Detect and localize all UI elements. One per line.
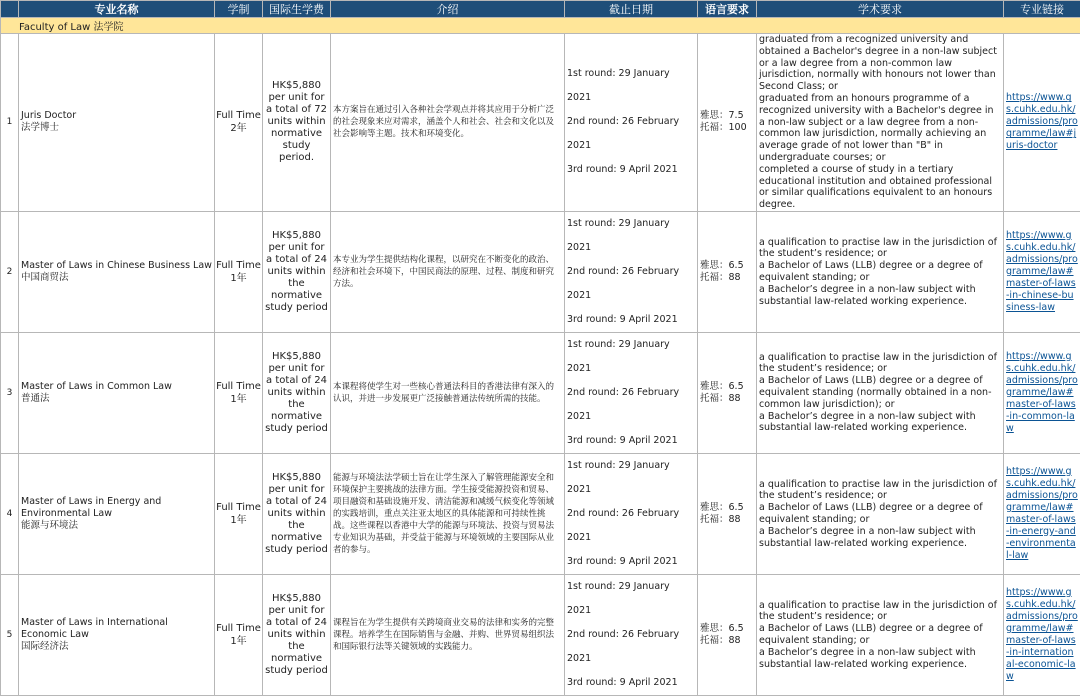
programme-name-en: Master of Laws in Energy and Environmental Law [21, 496, 212, 520]
deadline-round-2: 2nd round: 26 February 2021 [567, 381, 695, 429]
row-number: 1 [1, 34, 19, 212]
programme-name-en: Master of Laws in International Economic Law [21, 617, 212, 641]
header-academic: 学术要求 [757, 1, 1004, 18]
programme-link[interactable]: https://www.gs.cuhk.edu.hk/admissions/programme/law#juris-doctor [1004, 34, 1080, 212]
deadline-round-1: 1st round: 29 January 2021 [567, 454, 695, 502]
academic-requirement-line: a qualification to practise law in the jurisdiction of the student’s residence; or [759, 237, 1001, 261]
language-requirement [698, 574, 757, 695]
header-index [1, 1, 19, 18]
academic-requirement [757, 574, 1004, 695]
study-duration: 1年 [215, 272, 262, 285]
study-mode [215, 34, 263, 212]
academic-requirement [757, 34, 1004, 212]
study-mode-type: Full Time [215, 109, 262, 122]
table-row [1, 453, 1080, 574]
header-deadline: 截止日期 [565, 1, 698, 18]
academic-requirement-line: a qualification to practise law in the jurisdiction of the student’s residence; or [759, 600, 1001, 624]
study-mode-type: Full Time [215, 380, 262, 393]
deadline-round-2: 2nd round: 26 February 2021 [567, 110, 695, 158]
programme-intro: 本方案旨在通过引入各种社会学观点并将其应用于分析广泛的社会现象来应对需求，涵盖个人和社会、社会和文化以及社会影响等主题。技术和环境变化。 [331, 34, 565, 212]
table-row [1, 332, 1080, 453]
programme-name [19, 453, 215, 574]
academic-requirement-line: a Bachelor of Laws (LLB) degree or a degree of equivalent standing; or [759, 260, 1001, 284]
academic-requirement-line: graduated from an honours programme of a recognized university with a Bachelor's degree in a non-law subject or a law degree from a non-common law jurisdiction, normally achieving an average grade of not lower than "B" in undergraduate courses; or [759, 93, 1001, 164]
tuition-fee: HK$5,880 per unit for a total of 24 units within the normative study period [263, 332, 331, 453]
toefl-score: 托福：88 [700, 635, 754, 647]
toefl-score: 托福：88 [700, 393, 754, 405]
programme-name-en: Juris Doctor [21, 110, 212, 122]
academic-requirement [757, 332, 1004, 453]
programme-name-zh: 普通法 [21, 393, 212, 405]
row-number: 3 [1, 332, 19, 453]
language-requirement [698, 34, 757, 212]
toefl-score: 托福：100 [700, 122, 754, 134]
study-mode [215, 574, 263, 695]
deadline-round-3: 3rd round: 9 April 2021 [567, 550, 695, 574]
tuition-fee: HK$5,880 per unit for a total of 24 units within the normative study period [263, 453, 331, 574]
programme-link[interactable]: https://www.gs.cuhk.edu.hk/admissions/programme/law#master-of-laws-in-chinese-business-law [1004, 211, 1080, 332]
programme-name [19, 574, 215, 695]
academic-requirement-line: a Bachelor’s degree in a non-law subject with substantial law-related working experience. [759, 647, 1001, 671]
deadline-round-2: 2nd round: 26 February 2021 [567, 623, 695, 671]
study-mode-type: Full Time [215, 259, 262, 272]
academic-requirement-line: a Bachelor of Laws (LLB) degree or a degree of equivalent standing (normally obtained in a non-common law jurisdiction); or [759, 375, 1001, 410]
study-duration: 1年 [215, 514, 262, 527]
academic-requirement-line: graduated from a recognized university and obtained a Bachelor's degree in a non-law subject or a law degree from a non-common law jurisdiction, normally with honours not lower than Second Class; or [759, 34, 1001, 93]
academic-requirement [757, 453, 1004, 574]
academic-requirement-line: a Bachelor’s degree in a non-law subject with substantial law-related working experience. [759, 284, 1001, 308]
programme-name-en: Master of Laws in Chinese Business Law [21, 260, 212, 272]
programme-name-en: Master of Laws in Common Law [21, 381, 212, 393]
language-requirement [698, 453, 757, 574]
deadline-dates [565, 574, 698, 695]
deadline-round-3: 3rd round: 9 April 2021 [567, 158, 695, 182]
deadline-round-1: 1st round: 29 January 2021 [567, 62, 695, 110]
programme-intro: 本课程将使学生对一些核心普通法科目的香港法律有深入的认识，并进一步发展更广泛接触普通法传统所需的技能。 [331, 332, 565, 453]
academic-requirement-line: a Bachelor’s degree in a non-law subject with substantial law-related working experience. [759, 411, 1001, 435]
study-duration: 2年 [215, 122, 262, 135]
programme-intro: 能源与环境法法学硕士旨在让学生深入了解管理能源安全和环境保护主要挑战的法律方面。学生接受能源投资和贸易、项目融资和基础设施开发、清洁能源和减缓气候变化等领域的实践培训，重点关注亚太地区的具体能源和可持续性挑战。这些课程以香港中大学的能源与环境法、投资与贸易法专业知识为基础，并受益于能源与环境领域的主要国际从业者的参与。 [331, 453, 565, 574]
row-number: 5 [1, 574, 19, 695]
ielts-score: 雅思：6.5 [700, 381, 754, 393]
deadline-round-3: 3rd round: 9 April 2021 [567, 671, 695, 695]
tuition-fee: HK$5,880 per unit for a total of 24 units within the normative study period [263, 211, 331, 332]
header-language: 语言要求 [698, 1, 757, 18]
row-number: 2 [1, 211, 19, 332]
table-row [1, 211, 1080, 332]
header-tuition: 国际生学费 [263, 1, 331, 18]
tuition-fee: HK$5,880 per unit for a total of 24 units within the normative study period [263, 574, 331, 695]
academic-requirement-line: completed a course of study in a tertiary educational institution and obtained professional or similar qualifications equivalent to an honours degree. [759, 164, 1001, 211]
study-duration: 1年 [215, 635, 262, 648]
table-row [1, 574, 1080, 695]
programme-name-zh: 法学博士 [21, 122, 212, 134]
programme-name [19, 211, 215, 332]
academic-requirement-line: a Bachelor of Laws (LLB) degree or a degree of equivalent standing; or [759, 502, 1001, 526]
deadline-dates [565, 211, 698, 332]
deadline-dates [565, 453, 698, 574]
programme-intro: 本专业为学生提供结构化课程，以研究在不断变化的政治、经济和社会环境下，中国民商法的原理、过程、制度和研究方法。 [331, 211, 565, 332]
deadline-round-2: 2nd round: 26 February 2021 [567, 260, 695, 308]
study-mode-type: Full Time [215, 622, 262, 635]
table-row [1, 34, 1080, 212]
language-requirement [698, 211, 757, 332]
study-mode-type: Full Time [215, 501, 262, 514]
study-mode [215, 332, 263, 453]
programme-link[interactable]: https://www.gs.cuhk.edu.hk/admissions/programme/law#master-of-laws-in-energy-and-environmental-law [1004, 453, 1080, 574]
ielts-score: 雅思：6.5 [700, 502, 754, 514]
ielts-score: 雅思：6.5 [700, 623, 754, 635]
tuition-fee: HK$5,880 per unit for a total of 72 units within normative study period. [263, 34, 331, 212]
academic-requirement-line: a qualification to practise law in the jurisdiction of the student’s residence; or [759, 352, 1001, 376]
study-mode [215, 211, 263, 332]
ielts-score: 雅思：6.5 [700, 260, 754, 272]
deadline-round-1: 1st round: 29 January 2021 [567, 212, 695, 260]
row-number: 4 [1, 453, 19, 574]
academic-requirement-line: a Bachelor’s degree in a non-law subject with substantial law-related working experience. [759, 526, 1001, 550]
programme-name-zh: 中国商贸法 [21, 272, 212, 284]
faculty-label: Faculty of Law 法学院 [1, 18, 1080, 34]
header-row [1, 1, 1080, 18]
header-study-mode: 学制 [215, 1, 263, 18]
study-duration: 1年 [215, 393, 262, 406]
programme-link[interactable]: https://www.gs.cuhk.edu.hk/admissions/programme/law#master-of-laws-in-common-law [1004, 332, 1080, 453]
language-requirement [698, 332, 757, 453]
programme-intro: 课程旨在为学生提供有关跨境商业交易的法律和实务的完整课程。培养学生在国际销售与金融、并购、世界贸易组织法和国际银行法等关键领域的实践能力。 [331, 574, 565, 695]
academic-requirement-line: a qualification to practise law in the jurisdiction of the student’s residence; or [759, 479, 1001, 503]
header-introduction: 介绍 [331, 1, 565, 18]
deadline-round-1: 1st round: 29 January 2021 [567, 575, 695, 623]
header-programme-name: 专业名称 [19, 1, 215, 18]
deadline-round-3: 3rd round: 9 April 2021 [567, 308, 695, 332]
study-mode [215, 453, 263, 574]
faculty-row [1, 18, 1080, 34]
programme-name [19, 332, 215, 453]
header-link: 专业链接 [1004, 1, 1080, 18]
academic-requirement-line: a Bachelor of Laws (LLB) degree or a degree of equivalent standing; or [759, 623, 1001, 647]
deadline-round-1: 1st round: 29 January 2021 [567, 333, 695, 381]
toefl-score: 托福：88 [700, 272, 754, 284]
toefl-score: 托福：88 [700, 514, 754, 526]
deadline-round-2: 2nd round: 26 February 2021 [567, 502, 695, 550]
programme-name [19, 34, 215, 212]
programme-link[interactable]: https://www.gs.cuhk.edu.hk/admissions/programme/law#master-of-laws-in-international-economic-law [1004, 574, 1080, 695]
programme-name-zh: 国际经济法 [21, 641, 212, 653]
academic-requirement [757, 211, 1004, 332]
ielts-score: 雅思：7.5 [700, 110, 754, 122]
programme-name-zh: 能源与环境法 [21, 520, 212, 532]
deadline-round-3: 3rd round: 9 April 2021 [567, 429, 695, 453]
deadline-dates [565, 34, 698, 212]
deadline-dates [565, 332, 698, 453]
